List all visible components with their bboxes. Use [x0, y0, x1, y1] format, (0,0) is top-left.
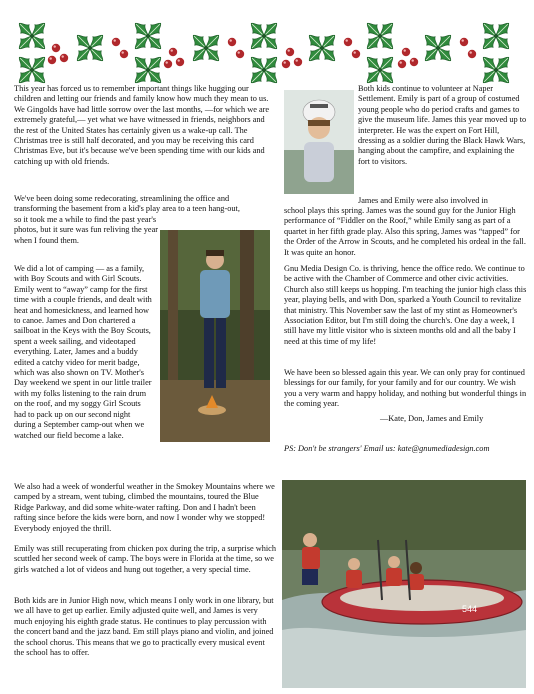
paragraph-intro: This year has forced us to remember important things like hugging our children and letting our friends and family know how much they mean to us. We Gingolds have had little sorrow over the last months, —for which we are extremely grateful,— yet what we have witnessed in friends, neighbors and the rest of the United States has certainly given us a wake-up call. The Christmas tree is still half decorated, and you may be receiving this card Christmas Eve, but it's because we've been spending time with our kids and catching up with old friends.: [14, 84, 270, 166]
holly-row: [15, 19, 513, 86]
holly-border: [8, 12, 526, 86]
paragraph-school-plays-b: school plays this spring. James was the sound guy for the Junior High performance of “Fiddler on the Roof,” while Emily sang as part of a quartet in her fifth grade play. Also this spring, James was “tapped” for the Order of the Arrow in Scouts, and he completed his ordeal in the fall. It was quite an honor.: [284, 206, 526, 257]
paragraph-smokey-mountains: We also had a week of wonderful weather in the Smokey Mountains where we camped by a stream, went tubing, climbed the mountains, toured the Blue Ridge Parkway, and did some white-water rafting. Don and I hadn't been rafting since before the kids were born, and now I wonder why we stopped! Everybody enjoyed the thrill.: [14, 482, 275, 533]
signature: —Kate, Don, James and Emily: [380, 414, 484, 423]
photo-girl-in-bonnet: [284, 90, 354, 194]
raft-number: 544: [462, 604, 478, 614]
paragraph-volunteer: Both kids continue to volunteer at Naper Settlement. Emily is part of a group of costumed young people who do period crafts and games to give the museum life. James this year moved up to interpreter. He was the expert on Fort Hill, dressing as a soldier during the Black Hawk Wars, hanging about the campfire, and explaining the fort to visitors.: [358, 84, 527, 166]
photo-white-water-rafting: [282, 480, 526, 688]
paragraph-blessings: We have been so blessed again this year. We can only pray for continued blessings for our family, for your family and for our country. We wish you a very warm and happy holiday, and nothing but wonderful things in the coming year.: [284, 368, 527, 409]
paragraph-camping: We did a lot of camping — as a family, with Boy Scouts and with Girl Scouts. Emily went to “away” camp for the first time with a couple friends, and dealt with heat and homesickness, and learned how to canoe. James and Don chartered a sailboat in the Keys with the Boy Scouts, spent a week sailing, and videotaped everything. Later, James and a buddy edited a catchy video for merit badge, which was also shown on TV. Mother's Day weekend we spent in our little trailer with my folks listening to the rain drum on the roof, and my soggy Girl Scouts had to pack up on our second night during a September camp-out when we watched our field become a lake.: [14, 264, 152, 440]
photo-boy-in-woods: [160, 230, 270, 442]
paragraph-chicken-pox: Emily was still recuperating from chicken pox during the trip, a surprise which scuttled her second week of camp. The boys were in Florida at the time, so we girls watched a lot of videos and hung out together, a very special time.: [14, 544, 276, 574]
paragraph-redecorating-b: so it took me a while to find the past year's photos, but it sure was fun reliving the year when I found them.: [14, 215, 159, 245]
paragraph-redecorating-a: We've been doing some redecorating, streamlining the office and transforming the basement from a kid's play area to a teen hang-out,: [14, 194, 240, 214]
ps-line: PS: Don't be strangers' Email us: kate@gnumediadesign.com: [284, 444, 490, 453]
paragraph-junior-high: Both kids are in Junior High now, which means I only work in one library, but we all have to get up earlier. Emily adjusted quite well, and James is very much enjoying his eighth grade status. He continues to play percussion with the concert band and the jazz band. Em still plays piano and violin, and joined the school chorus. This means that we go to practically every musical event the school has to offer.: [14, 596, 274, 658]
paragraph-school-plays-a: James and Emily were also involved in: [358, 196, 488, 205]
paragraph-gnu-media: Gnu Media Design Co. is thriving, hence the office redo. We continue to be active with the Chamber of Commerce and other civic activities. Church also still keeps us hopping. I'm teaching the junior high class this year, playing bells, and with Don, sparked a Youth Council to revitalize that ministry. This November saw the last of my stint as Homeowner's Association Editor, but I'm still doing the church's. One day a week, I still have my little visitor who is sixteen months old and all the baby I need at this time of my life!: [284, 264, 527, 346]
